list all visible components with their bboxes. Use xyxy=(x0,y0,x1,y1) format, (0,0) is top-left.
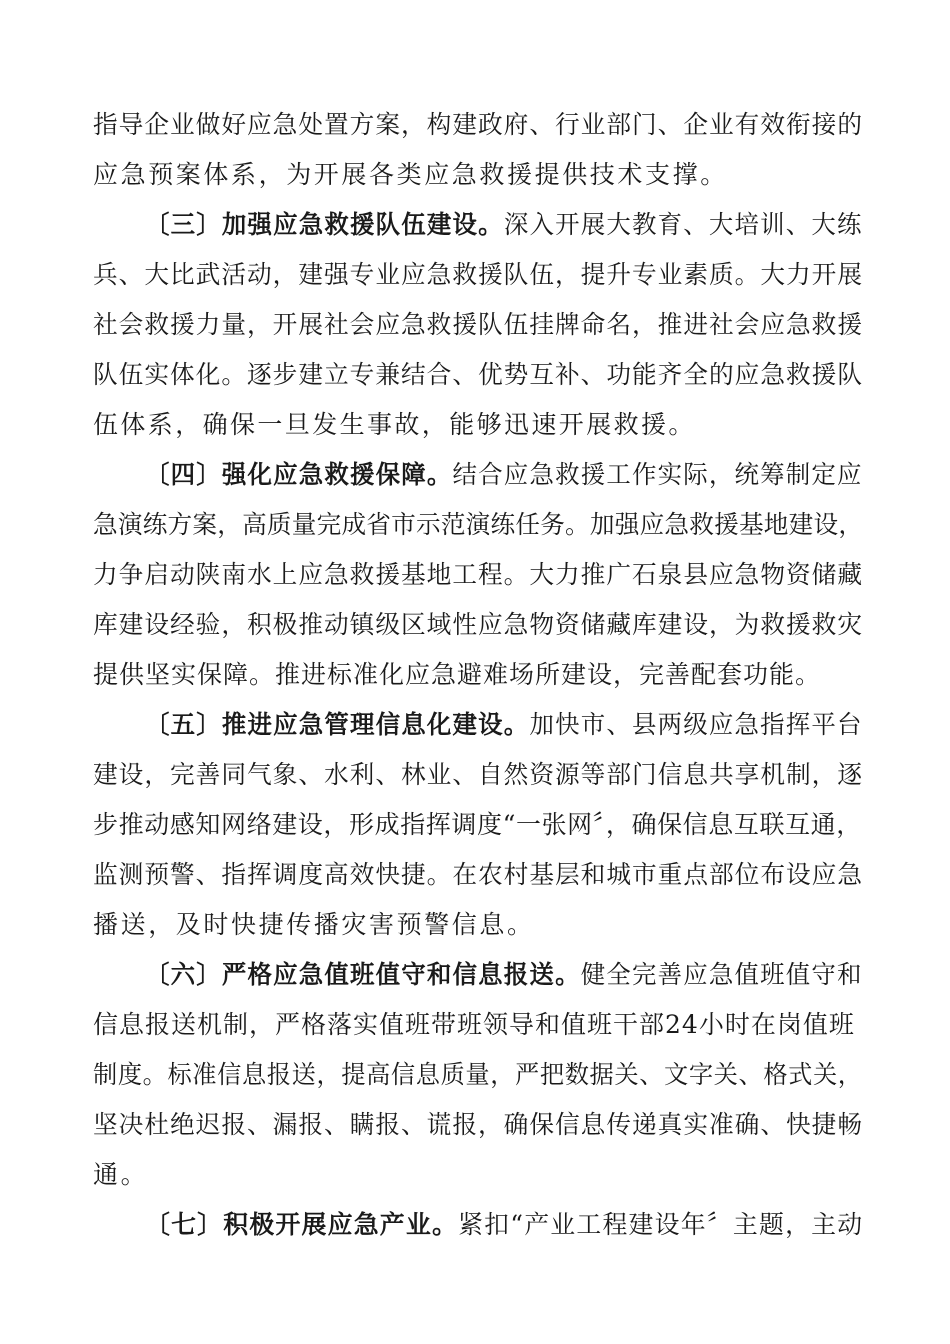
text-line: 坚决杜绝迟报、漏报、瞒报、谎报，确保信息传递真实准确、快捷畅 xyxy=(93,1110,864,1139)
text-line: 伍体系，确保一旦发生事故，能够迅速开展救援。 xyxy=(93,410,696,439)
section-heading: 〔四〕强化应急救援保障。 xyxy=(145,460,453,489)
text-run: 紧扣“产业工程建设年〞主题，主动 xyxy=(458,1210,864,1239)
text-run: 结合应急救援工作实际，统筹制定应 xyxy=(452,460,863,489)
text-line: 步推动感知网络建设，形成指挥调度“一张网〞，确保信息互联互通， xyxy=(93,810,862,839)
text-line: 播送，及时快捷传播灾害预警信息。 xyxy=(93,910,535,939)
paragraph-first-line xyxy=(145,208,863,242)
text-line: 提供坚实保障。推进标准化应急避难场所建设，完善配套功能。 xyxy=(93,660,822,689)
text-line: 兵、大比武活动，建强专业应急救援队伍，提升专业素质。大力开展 xyxy=(93,260,864,289)
section-heading: 〔六〕严格应急值班值守和信息报送。 xyxy=(145,960,581,989)
text-line: 建设，完善同气象、水利、林业、自然资源等部门信息共享机制，逐 xyxy=(93,760,864,789)
text-run: 深入开展大教育、大培训、大练 xyxy=(503,210,863,239)
text-line: 力争启动陕南水上应急救援基地工程。大力推广石泉县应急物资储藏 xyxy=(93,560,864,589)
text-run: 加快市、县两级应急指挥平台 xyxy=(529,710,863,739)
text-line: 急演练方案，高质量完成省市示范演练任务。加强应急救援基地建设， xyxy=(93,510,864,539)
text-line: 社会救援力量，开展社会应急救援队伍挂牌命名，推进社会应急救援 xyxy=(93,310,864,339)
text-line: 制度。标准信息报送，提高信息质量，严把数据关、文字关、格式关， xyxy=(93,1060,863,1089)
text-line: 应急预案体系，为开展各类应急救援提供技术支撑。 xyxy=(93,160,728,189)
section-heading: 〔三〕加强应急救援队伍建设。 xyxy=(145,210,504,239)
paragraph-first-line xyxy=(145,708,863,742)
paragraph-first-line xyxy=(145,458,863,492)
text-line: 队伍实体化。逐步建立专兼结合、优势互补、功能齐全的应急救援队 xyxy=(93,360,864,389)
section-heading: 〔五〕推进应急管理信息化建设。 xyxy=(145,710,530,739)
paragraph-first-line xyxy=(145,958,863,992)
paragraph-first-line xyxy=(145,1208,863,1242)
text-line: 信息报送机制，严格落实值班带班领导和值班干部24小时在岗值班 xyxy=(93,1010,855,1039)
text-line: 监测预警、指挥调度高效快捷。在农村基层和城市重点部位布设应急 xyxy=(93,860,864,889)
text-line: 指导企业做好应急处置方案，构建政府、行业部门、企业有效衔接的 xyxy=(93,110,864,139)
section-heading: 〔七〕积极开展应急产业。 xyxy=(145,1210,459,1239)
text-line: 库建设经验，积极推动镇级区域性应急物资储藏库建设，为救援救灾 xyxy=(93,610,864,639)
text-run: 健全完善应急值班值守和 xyxy=(580,960,863,989)
text-line: 通。 xyxy=(93,1160,149,1189)
